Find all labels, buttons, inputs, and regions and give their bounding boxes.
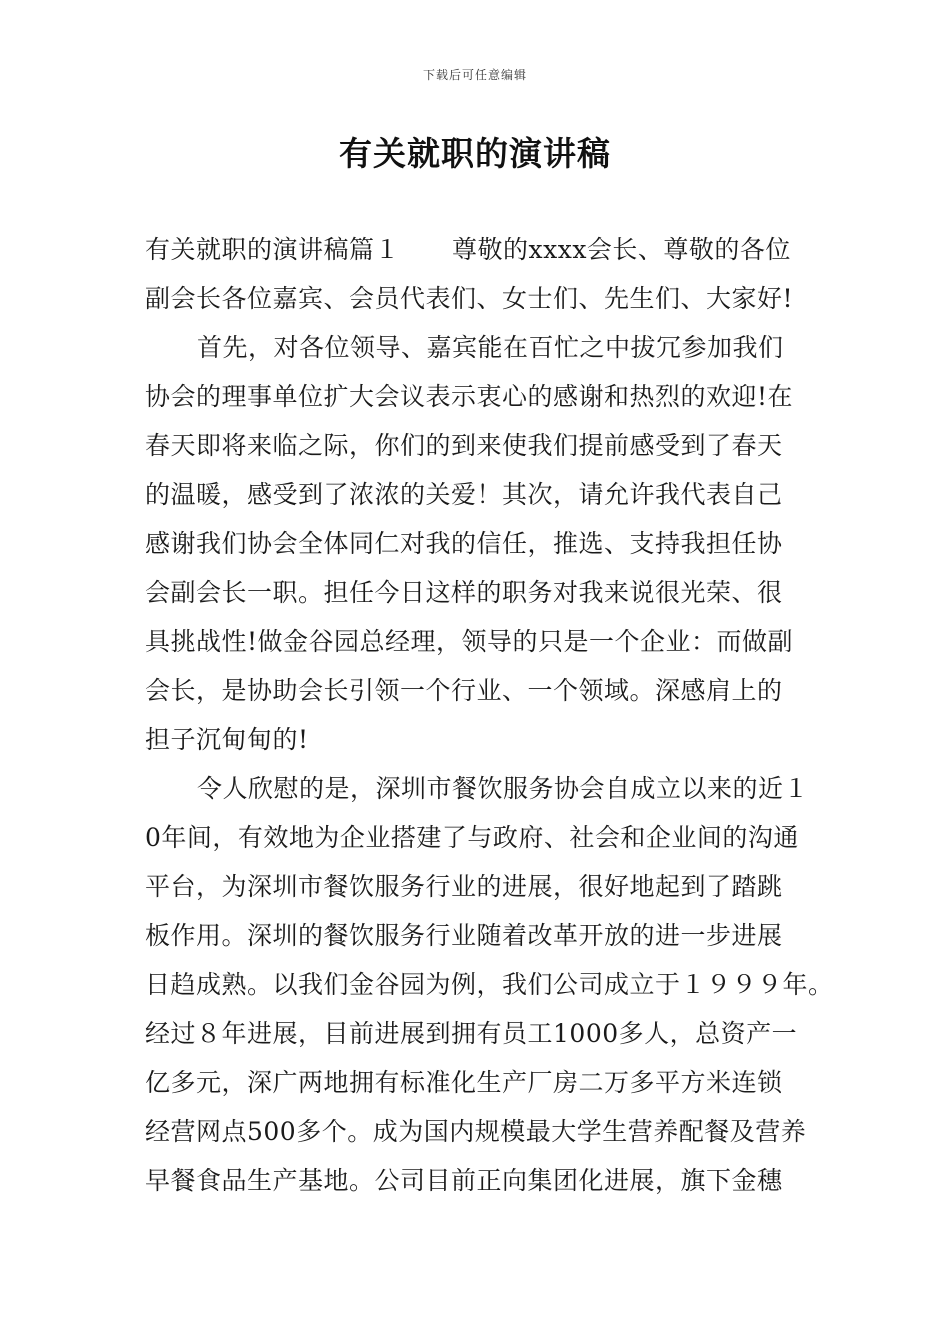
document-title: 有关就职的演讲稿	[339, 134, 611, 173]
paragraph-start-line: 首先，对各位领导、嘉宾能在百忙之中拔冗参加我们	[197, 333, 784, 362]
text-line: 副会长各位嘉宾、会员代表们、女士们、先生们、大家好!	[145, 284, 794, 313]
text-line: 协会的理事单位扩大会议表示衷心的感谢和热烈的欢迎!在	[145, 382, 794, 411]
text-line: 会长，是协助会长引领一个行业、一个领域。深感肩上的	[145, 676, 783, 705]
text-line: 0年间，有效地为企业搭建了与政府、社会和企业间的沟通	[145, 823, 799, 852]
text-line: 平台，为深圳市餐饮服务行业的进展，很好地起到了踏跳	[145, 872, 783, 901]
text-line: 经过８年进展，目前进展到拥有员工1000多人，总资产一	[145, 1019, 798, 1048]
paragraph-start-line: 令人欣慰的是，深圳市餐饮服务协会自成立以来的近１	[197, 774, 810, 803]
text-line: 的温暖，感受到了浓浓的关爱！其次，请允许我代表自己	[145, 480, 783, 509]
text-line	[145, 225, 815, 274]
text-line: 板作用。深圳的餐饮服务行业随着改革开放的进一步进展	[145, 921, 783, 950]
text-line: 具挑战性!做金谷园总经理，领导的只是一个企业：而做副	[145, 627, 794, 656]
text-line: 亿多元，深广两地拥有标准化生产厂房二万多平方米连锁	[145, 1068, 783, 1097]
salutation-start: 尊敬的xxxx会长、尊敬的各位	[452, 235, 791, 264]
page-header-note: 下载后可任意编辑	[422, 68, 527, 82]
text-line: 早餐食品生产基地。公司目前正向集团化进展，旗下金穗	[145, 1166, 783, 1195]
document-body	[145, 225, 834, 1205]
text-line: 春天即将来临之际，你们的到来使我们提前感受到了春天	[145, 431, 783, 460]
text-line: 经营网点500多个。成为国内规模最大学生营养配餐及营养	[145, 1117, 807, 1146]
text-line: 会副会长一职。担任今日这样的职务对我来说很光荣、很	[145, 578, 783, 607]
section-heading: 有关就职的演讲稿篇１	[145, 235, 401, 264]
text-line: 感谢我们协会全体同仁对我的信任，推选、支持我担任协	[145, 529, 783, 558]
text-line: 日趋成熟。以我们金谷园为例，我们公司成立于１９９９年。	[145, 970, 834, 999]
text-line: 担子沉甸甸的!	[145, 725, 309, 754]
